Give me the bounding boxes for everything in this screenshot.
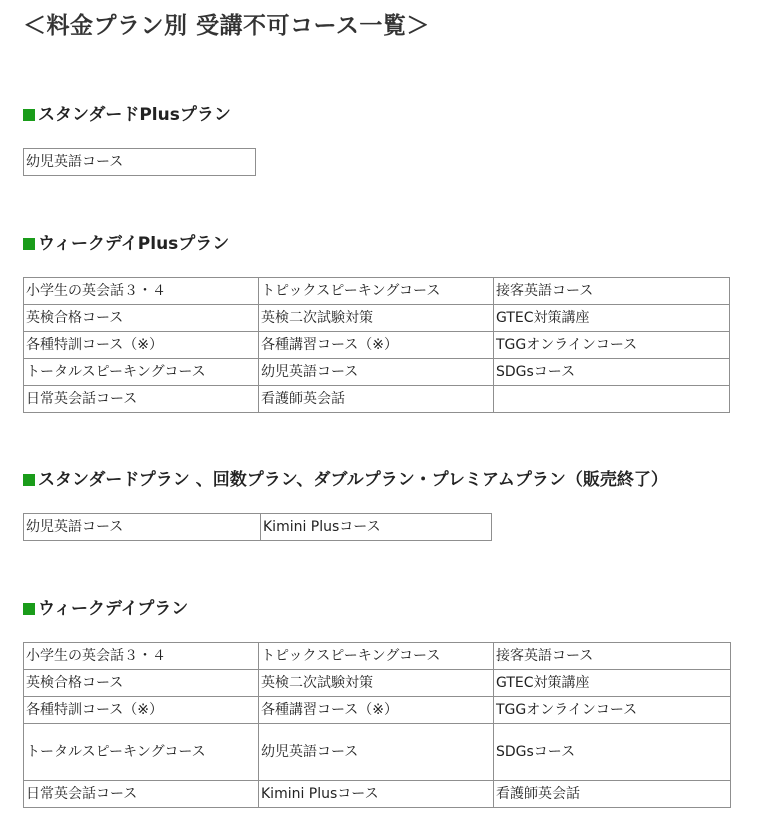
green-square-icon xyxy=(23,603,35,615)
section-heading-weekday-plus xyxy=(23,233,229,255)
table-row xyxy=(24,514,492,541)
table-cell: Kimini Plusコース xyxy=(261,514,492,541)
section-heading-label: スタンダードPlusプラン xyxy=(38,105,231,125)
table-cell: TGGオンラインコース xyxy=(494,332,730,359)
table-cell: トピックスピーキングコース xyxy=(259,278,494,305)
course-table-weekday-plus xyxy=(23,277,730,413)
table-cell: トータルスピーキングコース xyxy=(24,724,259,781)
table-row xyxy=(24,359,730,386)
table-cell: TGGオンラインコース xyxy=(494,697,731,724)
table-cell: Kimini Plusコース xyxy=(259,781,494,808)
section-heading-label: ウィークデイPlusプラン xyxy=(38,234,230,254)
table-cell: 各種特訓コース（※） xyxy=(24,332,259,359)
table-row xyxy=(24,643,731,670)
table-cell: 各種特訓コース（※） xyxy=(24,697,259,724)
table-cell: 幼児英語コース xyxy=(259,359,494,386)
table-cell: 看護師英会話 xyxy=(494,781,731,808)
table-cell: 英検二次試験対策 xyxy=(259,670,494,697)
section-heading-weekday xyxy=(23,598,188,620)
table-cell: 英検二次試験対策 xyxy=(259,305,494,332)
table-cell: トピックスピーキングコース xyxy=(259,643,494,670)
green-square-icon xyxy=(23,238,35,250)
table-row xyxy=(24,278,730,305)
table-cell: 日常英会話コース xyxy=(24,386,259,413)
table-cell: 日常英会話コース xyxy=(24,781,259,808)
table-cell: 各種講習コース（※） xyxy=(259,697,494,724)
section-heading-standard-discontinued xyxy=(23,469,668,491)
course-table-weekday xyxy=(23,642,731,808)
course-table-standard-discontinued xyxy=(23,513,492,541)
table-row xyxy=(24,332,730,359)
table-cell: 小学生の英会話３・４ xyxy=(24,278,259,305)
table-cell: GTEC対策講座 xyxy=(494,305,730,332)
table-cell: GTEC対策講座 xyxy=(494,670,731,697)
green-square-icon xyxy=(23,109,35,121)
table-cell: 接客英語コース xyxy=(494,278,730,305)
green-square-icon xyxy=(23,474,35,486)
table-row xyxy=(24,724,731,781)
table-cell: 小学生の英会話３・４ xyxy=(24,643,259,670)
table-cell: 幼児英語コース xyxy=(24,514,261,541)
course-table-standard-plus xyxy=(23,148,256,176)
table-row xyxy=(24,305,730,332)
page-title: ＜料金プラン別 受講不可コース一覧＞ xyxy=(23,13,430,39)
table-cell: トータルスピーキングコース xyxy=(24,359,259,386)
table-cell: 英検合格コース xyxy=(24,670,259,697)
section-heading-label: ウィークデイプラン xyxy=(38,599,189,619)
table-cell: SDGsコース xyxy=(494,359,730,386)
table-cell: 幼児英語コース xyxy=(259,724,494,781)
table-cell: 各種講習コース（※） xyxy=(259,332,494,359)
table-row xyxy=(24,781,731,808)
table-row xyxy=(24,149,256,176)
table-row xyxy=(24,386,730,413)
table-cell: 接客英語コース xyxy=(494,643,731,670)
section-heading-label: スタンダードプラン 、回数プラン、ダブルプラン・プレミアムプラン（販売終了） xyxy=(38,470,668,490)
section-heading-standard-plus xyxy=(23,104,231,126)
table-cell xyxy=(494,386,730,413)
table-cell: 英検合格コース xyxy=(24,305,259,332)
table-cell: 看護師英会話 xyxy=(259,386,494,413)
table-row xyxy=(24,697,731,724)
table-cell: SDGsコース xyxy=(494,724,731,781)
table-cell: 幼児英語コース xyxy=(24,149,256,176)
table-row xyxy=(24,670,731,697)
